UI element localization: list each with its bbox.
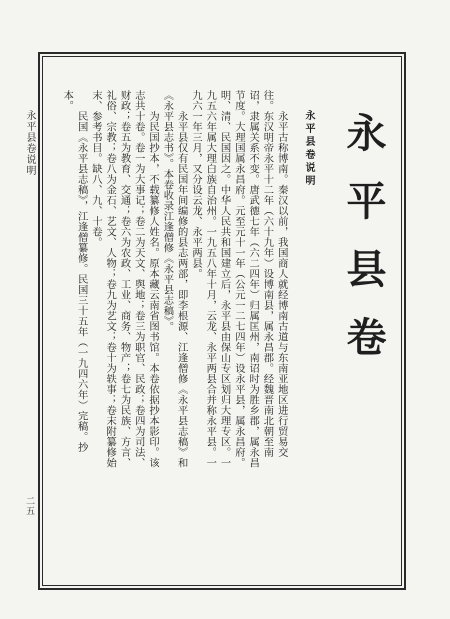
page-title: 永平县卷 [340, 112, 387, 384]
running-header: 永平县卷说明 [24, 110, 35, 176]
paragraph-history: 永平古称博南。秦汉以前，我国商人就经博南古道与东南亚地区进行贸易交往。东汉明帝永平十二年（六十九年）设博南县，属永昌郡。经魏晋南北朝至南诏，隶属关系不变。唐武德七年（六二四年）归属匡州，南诏时为胜乡郡，属永昌节度。大理国属永昌府。元至元十一年（公元一二七四年）设永平县，属永昌府。明、清、民国因之。中华人民共和国建立后，永平县由保山专区划归大理专区。一九五六年属大理白族自治州。一九五八年十月，云龙、永平两县合并称永平县。一九六一年三月，又分设云龙、永平两县。 [189, 90, 288, 468]
section-subtitle: 永平县卷说明 [303, 110, 314, 188]
page-number: 二五 [24, 496, 34, 516]
paragraph-volume-contents: 为民国抄本，不载纂修人姓名。原本藏云南省图书馆。本卷依据抄本影印。该志共十卷。卷一为大事记；卷二为天文、舆地；卷三为职官、民政；卷四为司法、财政；卷五为教育、交通；卷六为农政、工业、商务、物产；卷七为民族、方言、礼俗、宗教；卷八为金石、艺文、人物；卷九为艺文；卷十为轶事；卷末附纂修始末、参考书目。缺八、九、十卷。 [89, 90, 160, 468]
paragraph-gazetteers: 永平县仅有民国年间编修的县志两部，即李根源、江逢僧修《永平县志稿》和《永平县志书》。本卷收录江逢僧修《永平县志稿》。 [161, 90, 188, 468]
paragraph-compilation: 民国《永平县志稿》，江逢僧纂修。民国三十五年（一九四六年）完稿。抄本。 [61, 90, 88, 452]
body-text [60, 90, 289, 470]
